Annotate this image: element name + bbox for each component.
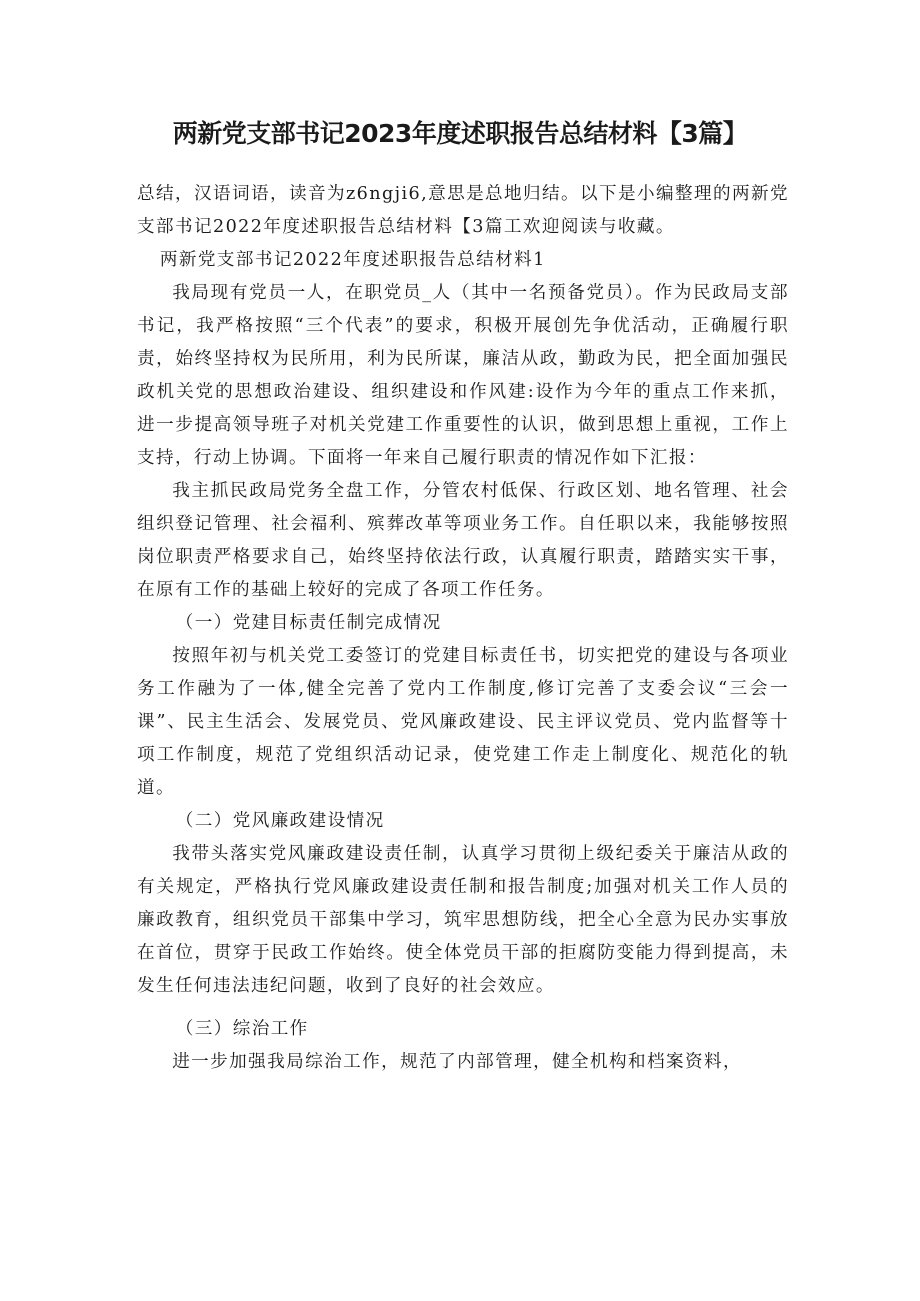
intro-paragraph: 总结，汉语词语，读音为z6ngji6,意思是总地归结。以下是小编整理的两新党支部书记2022年度述职报告总结材料【3篇工欢迎阅读与收藏。	[137, 184, 789, 237]
document-title: 两新党支部书记2023年度述职报告总结材料【3篇】	[172, 119, 748, 148]
section-heading: （三）综治工作	[175, 1019, 309, 1039]
body-paragraph: 进一步加强我局综治工作，规范了内部管理，健全机构和档案资料，	[172, 1052, 743, 1072]
section-heading: （二）党风廉政建设情况	[175, 811, 385, 831]
document-body	[137, 178, 789, 1079]
body-paragraph: 按照年初与机关党工委签订的党建目标责任书，切实把党的建设与各项业务工作融为了一体,健全完善了党内工作制度,修订完善了支委会议“三会一课”、民主生活会、发展党员、党风廉政建设、民主评议党员、党内监督等十项工作制度，规范了党组织活动记录，使党建工作走上制度化、规范化的轨道。	[137, 646, 789, 798]
body-paragraph: 我带头落实党风廉政建设责任制，认真学习贯彻上级纪委关于廉洁从政的有关规定，严格执行党风廉政建设责任制和报告制度;加强对机关工作人员的廉政教育，组织党员干部集中学习，筑牢思想防线，把全心全意为民办实事放在首位，贯穿于民政工作始终。使全体党员干部的拒腐防变能力得到提高，未发生任何违法违纪问题，收到了良好的社会效应。	[137, 844, 789, 996]
section-heading: （一）党建目标责任制完成情况	[175, 613, 442, 633]
body-paragraph: 我局现有党员一人，在职党员_人（其中一名预备党员）。作为民政局支部书记，我严格按照“三个代表”的要求，积极开展创先争优活动，正确履行职责，始终坚持权为民所用，利为民所谋，廉洁从政，勤政为民，把全面加强民政机关党的思想政治建设、组织建设和作风建:设作为今年的重点工作来抓，进一步提高领导班子对机关党建工作重要性的认识，做到思想上重视，工作上支持，行动上协调。下面将一年来自己履行职责的情况作如下汇报：	[137, 283, 789, 468]
body-paragraph: 我主抓民政局党务全盘工作，分管农村低保、行政区划、地名管理、社会组织登记管理、社会福利、殡葬改革等项业务工作。自任职以来，我能够按照岗位职责严格要求自己，始终坚持依法行政，认真履行职责，踏踏实实干事，在原有工作的基础上较好的完成了各项工作任务。	[137, 481, 789, 600]
section-subtitle: 两新党支部书记2022年度述职报告总结材料1	[159, 250, 546, 270]
